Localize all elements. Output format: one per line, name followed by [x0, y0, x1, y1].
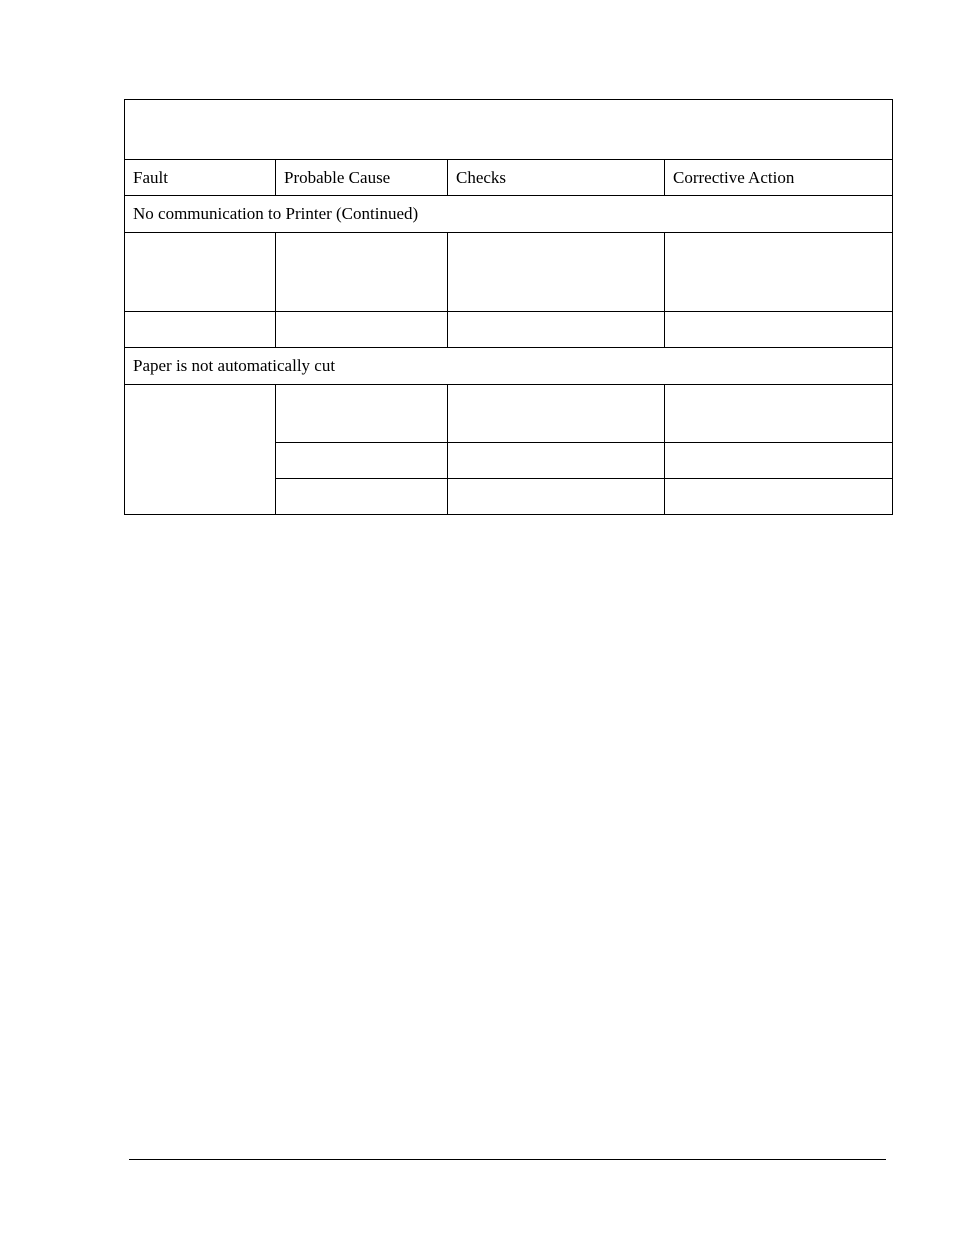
table-cell	[448, 312, 665, 348]
table-cell	[665, 443, 893, 479]
table-header-row	[125, 160, 893, 196]
table-cell	[448, 443, 665, 479]
header-corrective-action: Corrective Action	[665, 160, 893, 196]
table-cell	[448, 479, 665, 515]
section-heading-no-communication: No communication to Printer (Continued)	[125, 196, 893, 233]
table-cell	[276, 385, 448, 443]
header-fault: Fault	[125, 160, 276, 196]
table-cell	[276, 312, 448, 348]
table-cell	[125, 312, 276, 348]
table-cell	[665, 385, 893, 443]
table-cell	[276, 233, 448, 312]
table-row	[125, 385, 893, 443]
table-cell	[665, 233, 893, 312]
troubleshooting-table	[124, 99, 893, 515]
header-probable-cause: Probable Cause	[276, 160, 448, 196]
table-cell	[448, 233, 665, 312]
table-title-row	[125, 100, 893, 160]
table-cell	[276, 443, 448, 479]
table-row	[125, 312, 893, 348]
table-cell-fault-merged	[125, 385, 276, 515]
section-row	[125, 348, 893, 385]
section-heading-paper-not-cut: Paper is not automatically cut	[125, 348, 893, 385]
section-row	[125, 196, 893, 233]
table-row	[125, 233, 893, 312]
table-cell	[448, 385, 665, 443]
table-cell	[665, 479, 893, 515]
footer-divider	[129, 1159, 886, 1160]
table-cell	[125, 233, 276, 312]
table-cell	[665, 312, 893, 348]
table-title-cell	[125, 100, 893, 160]
header-checks: Checks	[448, 160, 665, 196]
table-cell	[276, 479, 448, 515]
